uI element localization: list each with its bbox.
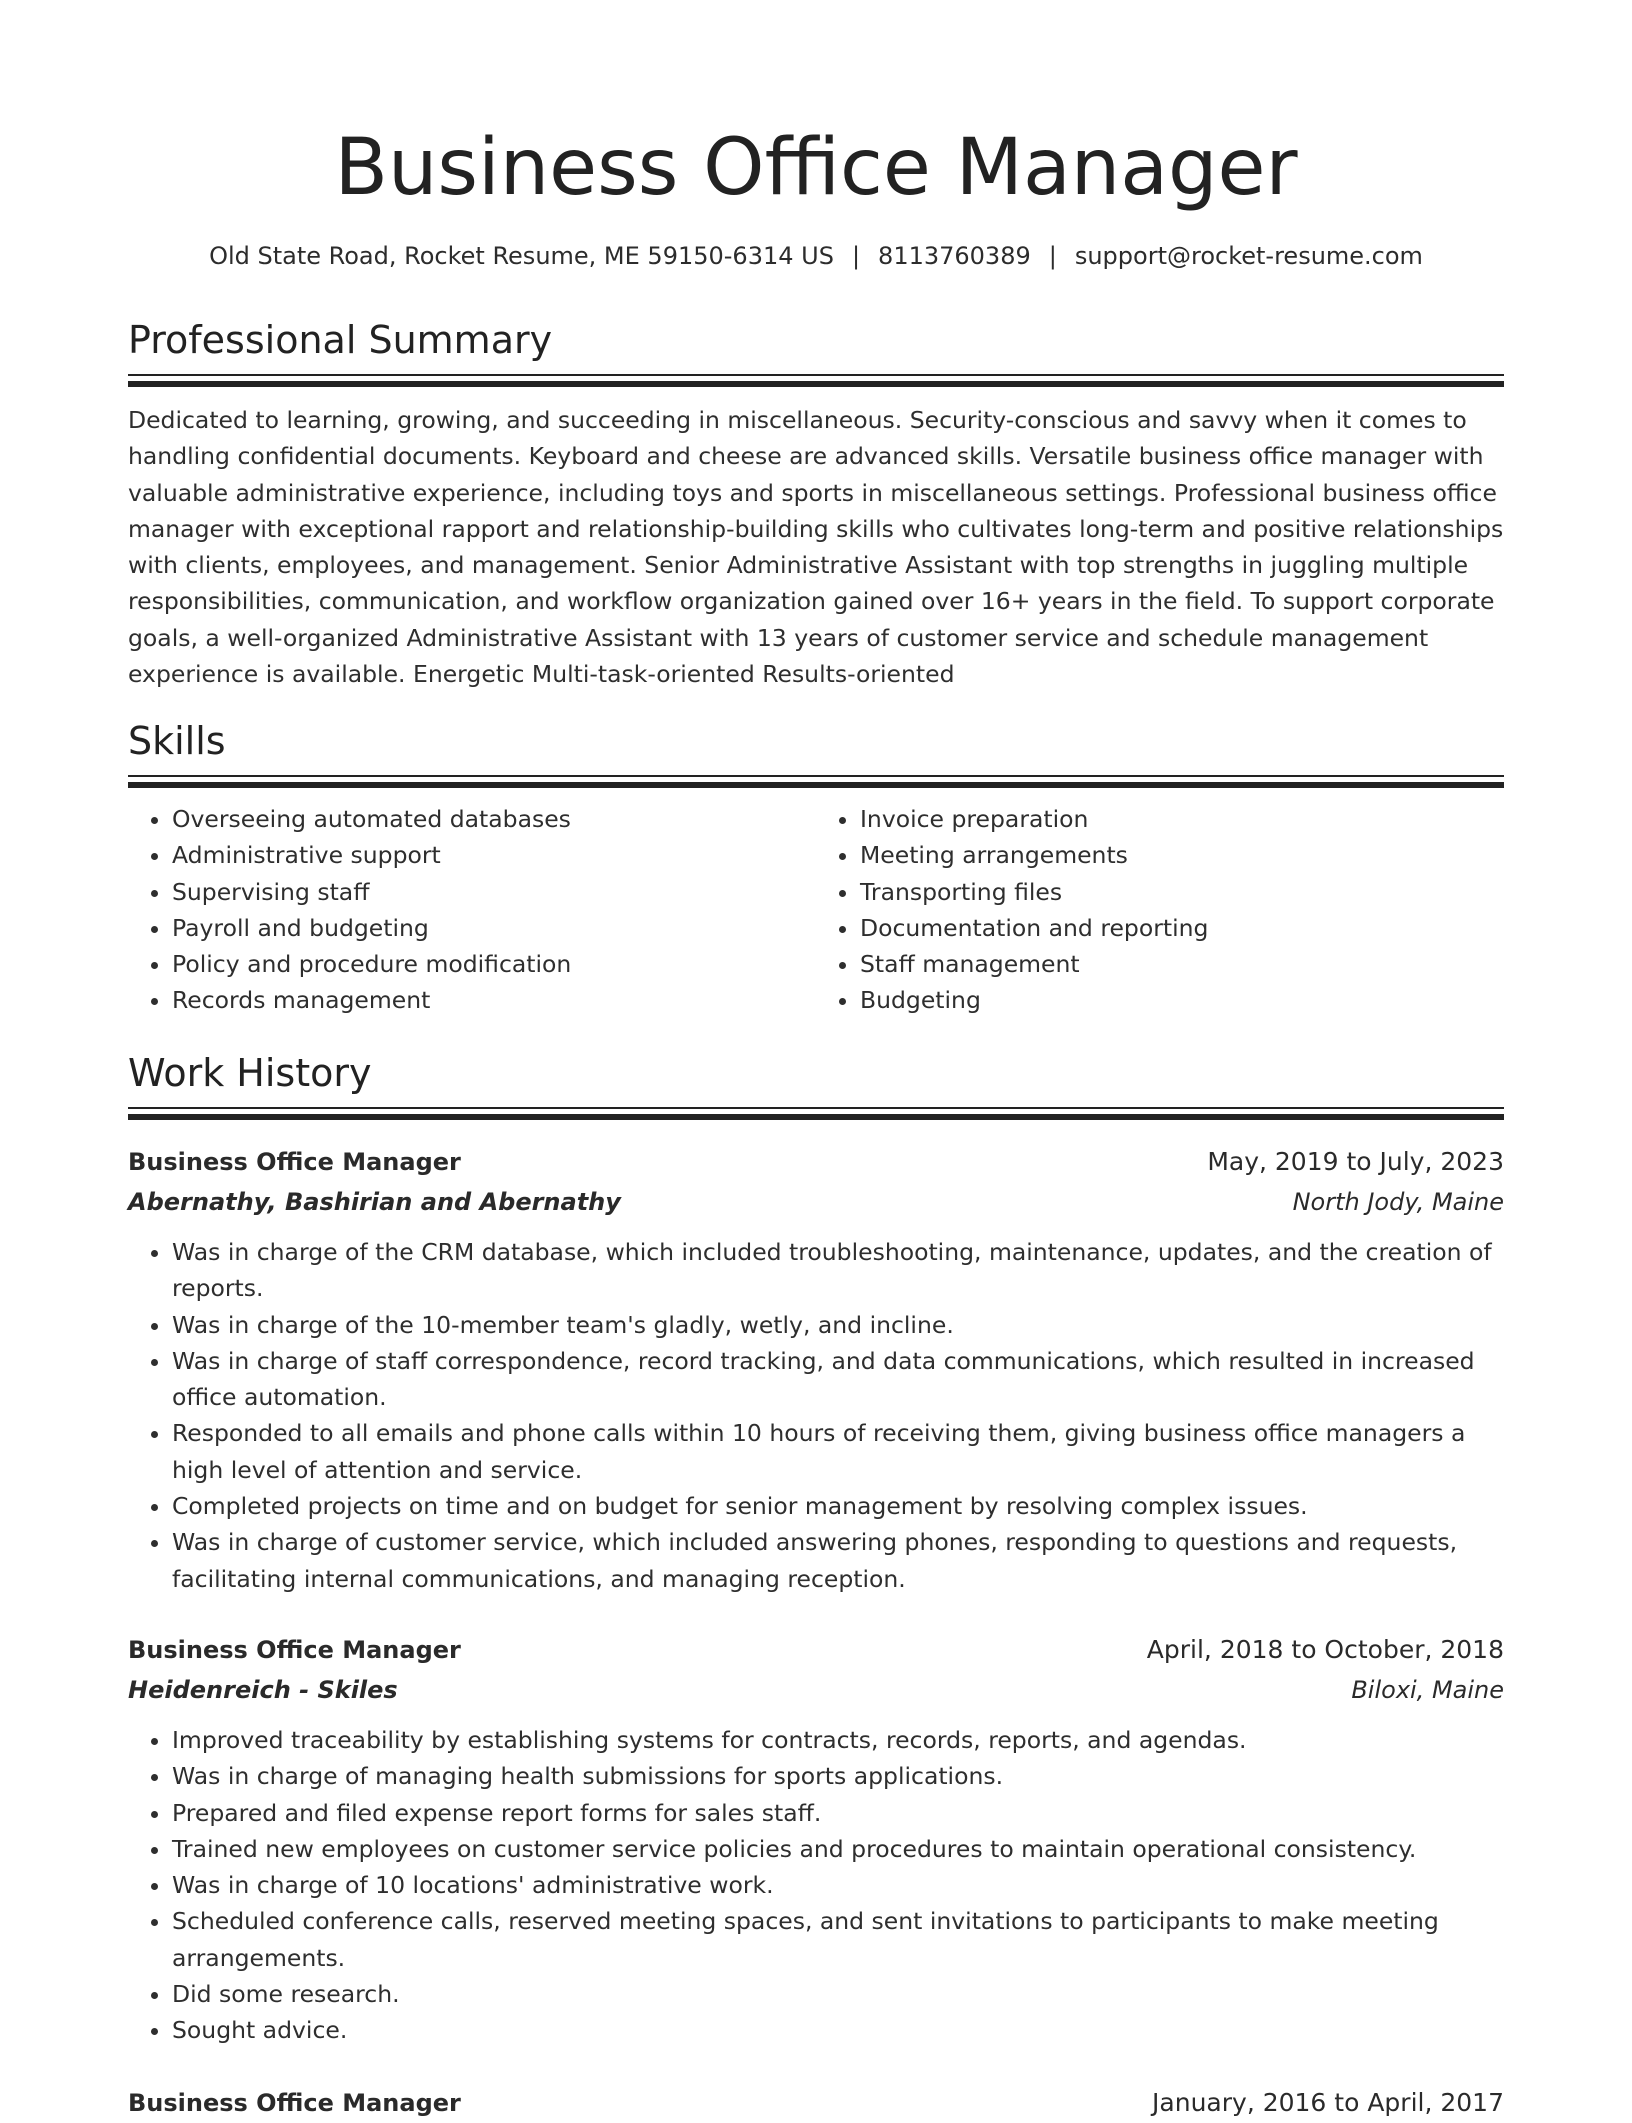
job-bullet: • Was in charge of managing health submissions for sports applications. — [172, 1758, 1504, 1794]
skills-section — [128, 717, 1504, 1019]
skills-column-right — [816, 801, 1504, 1019]
job-dates: January, 2016 to April, 2017 — [1152, 2088, 1504, 2117]
section-title-skills: Skills — [128, 719, 226, 763]
job-company-row — [128, 1182, 1504, 1222]
contact-separator: | — [851, 242, 861, 270]
skill-item: • Records management — [172, 982, 816, 1018]
job-bullet: • Was in charge of the CRM database, which included troubleshooting, maintenance, updates, and the creation of reports. — [172, 1234, 1504, 1307]
contact-email: support@rocket-resume.com — [1074, 242, 1423, 270]
job-company: Abernathy, Bashirian and Abernathy — [128, 1188, 621, 1216]
resume-name: Business Office Manager — [334, 123, 1298, 213]
job-bullet: • Was in charge of staff correspondence, record tracking, and data communications, which resulted in increased office automation. — [172, 1343, 1504, 1416]
job-bullet: • Was in charge of 10 locations' administrative work. — [172, 1867, 1504, 1903]
job-bullet: • Was in charge of the 10-member team's gladly, wetly, and incline. — [172, 1307, 1504, 1343]
skill-item: • Payroll and budgeting — [172, 910, 816, 946]
job-dates: May, 2019 to July, 2023 — [1207, 1147, 1504, 1176]
job-entry — [128, 2083, 1504, 2123]
job-title: Business Office Manager — [128, 1148, 461, 1176]
job-title: Business Office Manager — [128, 1636, 461, 1664]
job-title: Business Office Manager — [128, 2089, 461, 2117]
job-bullet: • Did some research. — [172, 1976, 1504, 2012]
summary-section — [128, 316, 1504, 692]
contact-separator: | — [1048, 242, 1057, 270]
skill-item: • Administrative support — [172, 837, 816, 873]
skills-grid — [128, 801, 1504, 1019]
job-bullets — [128, 1722, 1504, 2049]
job-company-row — [128, 1670, 1504, 1710]
section-divider — [128, 1107, 1504, 1121]
job-bullet: • Responded to all emails and phone calls within 10 hours of receiving them, giving business office managers a high level of attention and service. — [172, 1415, 1504, 1488]
section-divider — [128, 374, 1504, 388]
skill-item: • Staff management — [860, 946, 1504, 982]
skill-item: • Overseeing automated databases — [172, 801, 816, 837]
section-divider — [128, 775, 1504, 789]
skill-item: • Meeting arrangements — [860, 837, 1504, 873]
job-entry — [128, 1142, 1504, 1597]
job-bullet: • Scheduled conference calls, reserved meeting spaces, and sent invitations to participants to make meeting arrangements. — [172, 1903, 1504, 1976]
summary-text: Dedicated to learning, growing, and succeeding in miscellaneous. Security-conscious and savvy when it comes to handling confidential documents. Keyboard and cheese are advanced skills. Versatile business office manager with valuable administrative experience, including toys and sports in miscellaneous settings. Professional business office manager with exceptional rapport and relationship-building skills who cultivates long-term and positive relationships with clients, employees, and management. Senior Administrative Assistant with top strengths in juggling multiple responsibilities, communication, and workflow organization gained over 16+ years in the field. To support corporate goals, a well-organized Administrative Assistant with 13 years of customer service and schedule management experience is available. Energetic Multi-task-oriented Results-oriented — [128, 406, 1504, 689]
job-bullet: • Prepared and filed expense report forms for sales staff. — [172, 1795, 1504, 1831]
skill-item: • Policy and procedure modification — [172, 946, 816, 982]
job-header-row — [128, 2083, 1504, 2123]
contact-line — [128, 238, 1504, 274]
skill-item: • Budgeting — [860, 982, 1504, 1018]
job-company: Heidenreich - Skiles — [128, 1676, 398, 1704]
job-dates: April, 2018 to October, 2018 — [1146, 1635, 1504, 1664]
skill-item: • Transporting files — [860, 874, 1504, 910]
section-title-summary: Professional Summary — [128, 318, 553, 362]
job-bullet: • Trained new employees on customer service policies and procedures to maintain operational consistency. — [172, 1831, 1504, 1867]
contact-address: Old State Road, Rocket Resume, ME 59150-6314 US — [209, 242, 834, 270]
job-bullet: • Was in charge of customer service, which included answering phones, responding to questions and requests, facilitating internal communications, and managing reception. — [172, 1524, 1504, 1597]
contact-phone: 8113760389 — [878, 242, 1031, 270]
job-bullets — [128, 1234, 1504, 1597]
skill-item: • Invoice preparation — [860, 801, 1504, 837]
skill-item: • Supervising staff — [172, 874, 816, 910]
job-bullet: • Completed projects on time and on budget for senior management by resolving complex issues. — [172, 1488, 1504, 1524]
job-entry — [128, 1630, 1504, 2049]
section-title-work-history: Work History — [128, 1051, 372, 1095]
job-bullet: • Improved traceability by establishing systems for contracts, records, reports, and agendas. — [172, 1722, 1504, 1758]
job-location: Biloxi, Maine — [1351, 1676, 1504, 1704]
work-history-section — [128, 1049, 1504, 1121]
job-bullet: • Sought advice. — [172, 2012, 1504, 2048]
skill-item: • Documentation and reporting — [860, 910, 1504, 946]
job-header-row — [128, 1630, 1504, 1670]
skills-column-left — [128, 801, 816, 1019]
job-header-row — [128, 1142, 1504, 1182]
job-location: North Jody, Maine — [1292, 1188, 1504, 1216]
